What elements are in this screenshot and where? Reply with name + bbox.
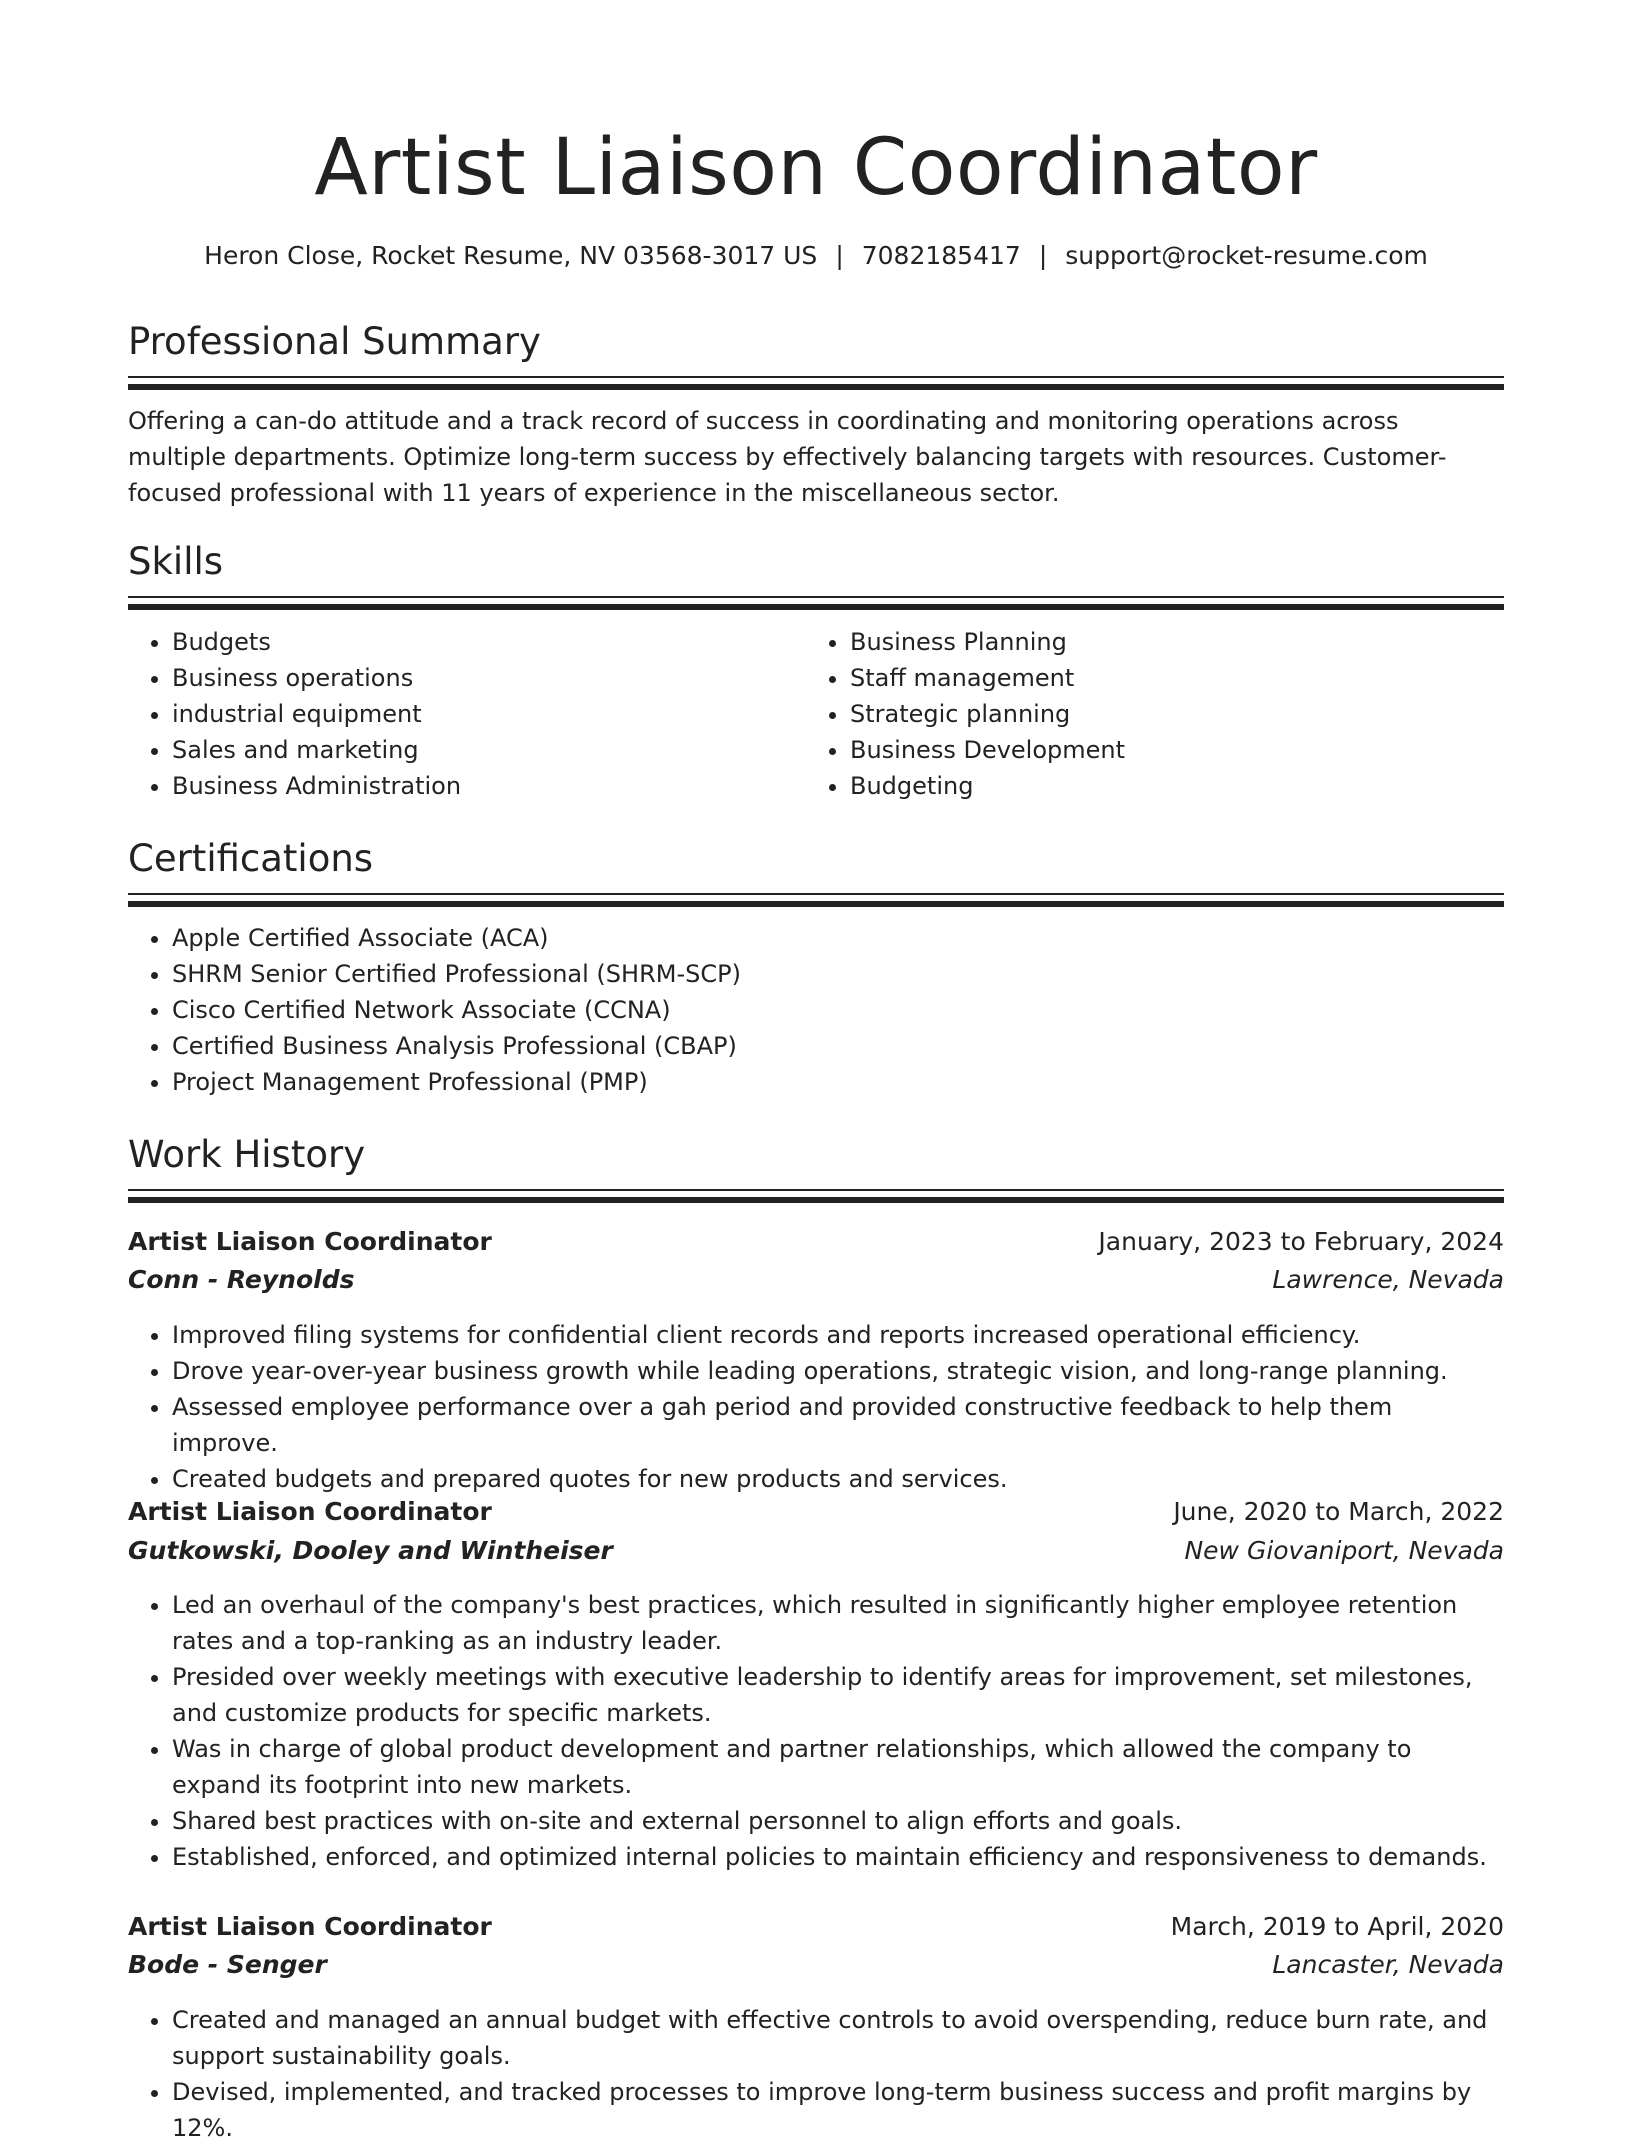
section-title-skills: Skills xyxy=(128,540,224,583)
list-item: • Assessed employee performance over a gah period and provided constructive feedback to help them improve. xyxy=(172,1389,1504,1461)
section-rule xyxy=(128,596,1504,610)
job-company: Conn - Reynolds xyxy=(128,1265,355,1294)
summary-text: Offering a can-do attitude and a track record of success in coordinating and monitoring operations across multiple departments. Optimize long-term success by effectively balancing targets with resources. Customer-focused professional with 11 years of experience in the miscellaneous sector. xyxy=(128,407,1447,507)
list-item: • Business Administration xyxy=(172,768,812,804)
list-item: • Was in charge of global product development and partner relationships, which allowed the company to expand its footprint into new markets. xyxy=(172,1731,1504,1803)
contact-address: Heron Close, Rocket Resume, NV 03568-3017 US xyxy=(204,241,818,270)
job-header-row xyxy=(128,1909,1504,1945)
list-item: • Business operations xyxy=(172,660,812,696)
contact-separator: | xyxy=(835,241,844,270)
list-item: • Led an overhaul of the company's best practices, which resulted in significantly higher employee retention rates and a top-ranking as an industry leader. xyxy=(172,1587,1504,1659)
job-company-row xyxy=(128,1262,1504,1298)
list-item: • Presided over weekly meetings with executive leadership to identify areas for improvement, set milestones, and customize products for specific markets. xyxy=(172,1659,1504,1731)
contact-separator: | xyxy=(1038,241,1048,270)
section-title-certifications: Certifications xyxy=(128,837,374,880)
job-bullets xyxy=(128,1317,1504,1497)
section-rule xyxy=(128,1189,1504,1203)
job-company-row xyxy=(128,1533,1504,1569)
job-role: Artist Liaison Coordinator xyxy=(128,1912,492,1941)
list-item: • Business Development xyxy=(850,732,1510,768)
list-item: • Budgets xyxy=(172,624,812,660)
section-rule xyxy=(128,893,1504,907)
list-item: • industrial equipment xyxy=(172,696,812,732)
job-company-row xyxy=(128,1947,1504,1983)
list-item: • Sales and marketing xyxy=(172,732,812,768)
section-title-summary: Professional Summary xyxy=(128,320,541,363)
list-item: • Drove year-over-year business growth while leading operations, strategic vision, and long-range planning. xyxy=(172,1353,1504,1389)
list-item: • Created budgets and prepared quotes for new products and services. xyxy=(172,1461,1504,1497)
list-item: • Created and managed an annual budget with effective controls to avoid overspending, reduce burn rate, and support sustainability goals. xyxy=(172,2002,1504,2074)
job-role: Artist Liaison Coordinator xyxy=(128,1227,492,1256)
job-header-row xyxy=(128,1224,1504,1260)
job-dates: June, 2020 to March, 2022 xyxy=(1173,1497,1504,1526)
job-location: Lawrence, Nevada xyxy=(1272,1265,1504,1294)
job-header-row xyxy=(128,1494,1504,1530)
list-item: • Improved filing systems for confidential client records and reports increased operational efficiency. xyxy=(172,1317,1504,1353)
resume-name-title: Artist Liaison Coordinator xyxy=(314,123,1318,213)
resume-page xyxy=(128,0,1504,2142)
contact-line xyxy=(128,238,1504,274)
job-location: New Giovaniport, Nevada xyxy=(1184,1536,1504,1565)
contact-phone: 7082185417 xyxy=(861,241,1021,270)
list-item: • Established, enforced, and optimized internal policies to maintain efficiency and responsiveness to demands. xyxy=(172,1839,1504,1875)
job-company: Gutkowski, Dooley and Wintheiser xyxy=(128,1536,613,1565)
list-item: • Apple Certified Associate (ACA) xyxy=(172,920,1504,956)
skills-list-left xyxy=(128,624,812,804)
skills-list-right xyxy=(806,624,1510,804)
list-item: • Certified Business Analysis Professional (CBAP) xyxy=(172,1028,1504,1064)
list-item: • Shared best practices with on-site and external personnel to align efforts and goals. xyxy=(172,1803,1504,1839)
certifications-list xyxy=(128,920,1504,1100)
list-item: • Budgeting xyxy=(850,768,1510,804)
list-item: • Devised, implemented, and tracked processes to improve long-term business success and profit margins by 12%. xyxy=(172,2074,1504,2146)
list-item: • Business Planning xyxy=(850,624,1510,660)
list-item: • Strategic planning xyxy=(850,696,1510,732)
job-dates: January, 2023 to February, 2024 xyxy=(1098,1227,1504,1256)
section-rule xyxy=(128,376,1504,390)
section-title-work-history: Work History xyxy=(128,1133,366,1176)
job-bullets xyxy=(128,2002,1504,2146)
contact-email: support@rocket-resume.com xyxy=(1065,241,1428,270)
job-dates: March, 2019 to April, 2020 xyxy=(1170,1912,1504,1941)
job-bullets xyxy=(128,1587,1504,1875)
list-item: • Cisco Certified Network Associate (CCNA) xyxy=(172,992,1504,1028)
list-item: • Project Management Professional (PMP) xyxy=(172,1064,1504,1100)
job-company: Bode - Senger xyxy=(128,1950,327,1979)
list-item: • SHRM Senior Certified Professional (SHRM-SCP) xyxy=(172,956,1504,992)
list-item: • Staff management xyxy=(850,660,1510,696)
job-role: Artist Liaison Coordinator xyxy=(128,1497,492,1526)
job-location: Lancaster, Nevada xyxy=(1272,1950,1504,1979)
